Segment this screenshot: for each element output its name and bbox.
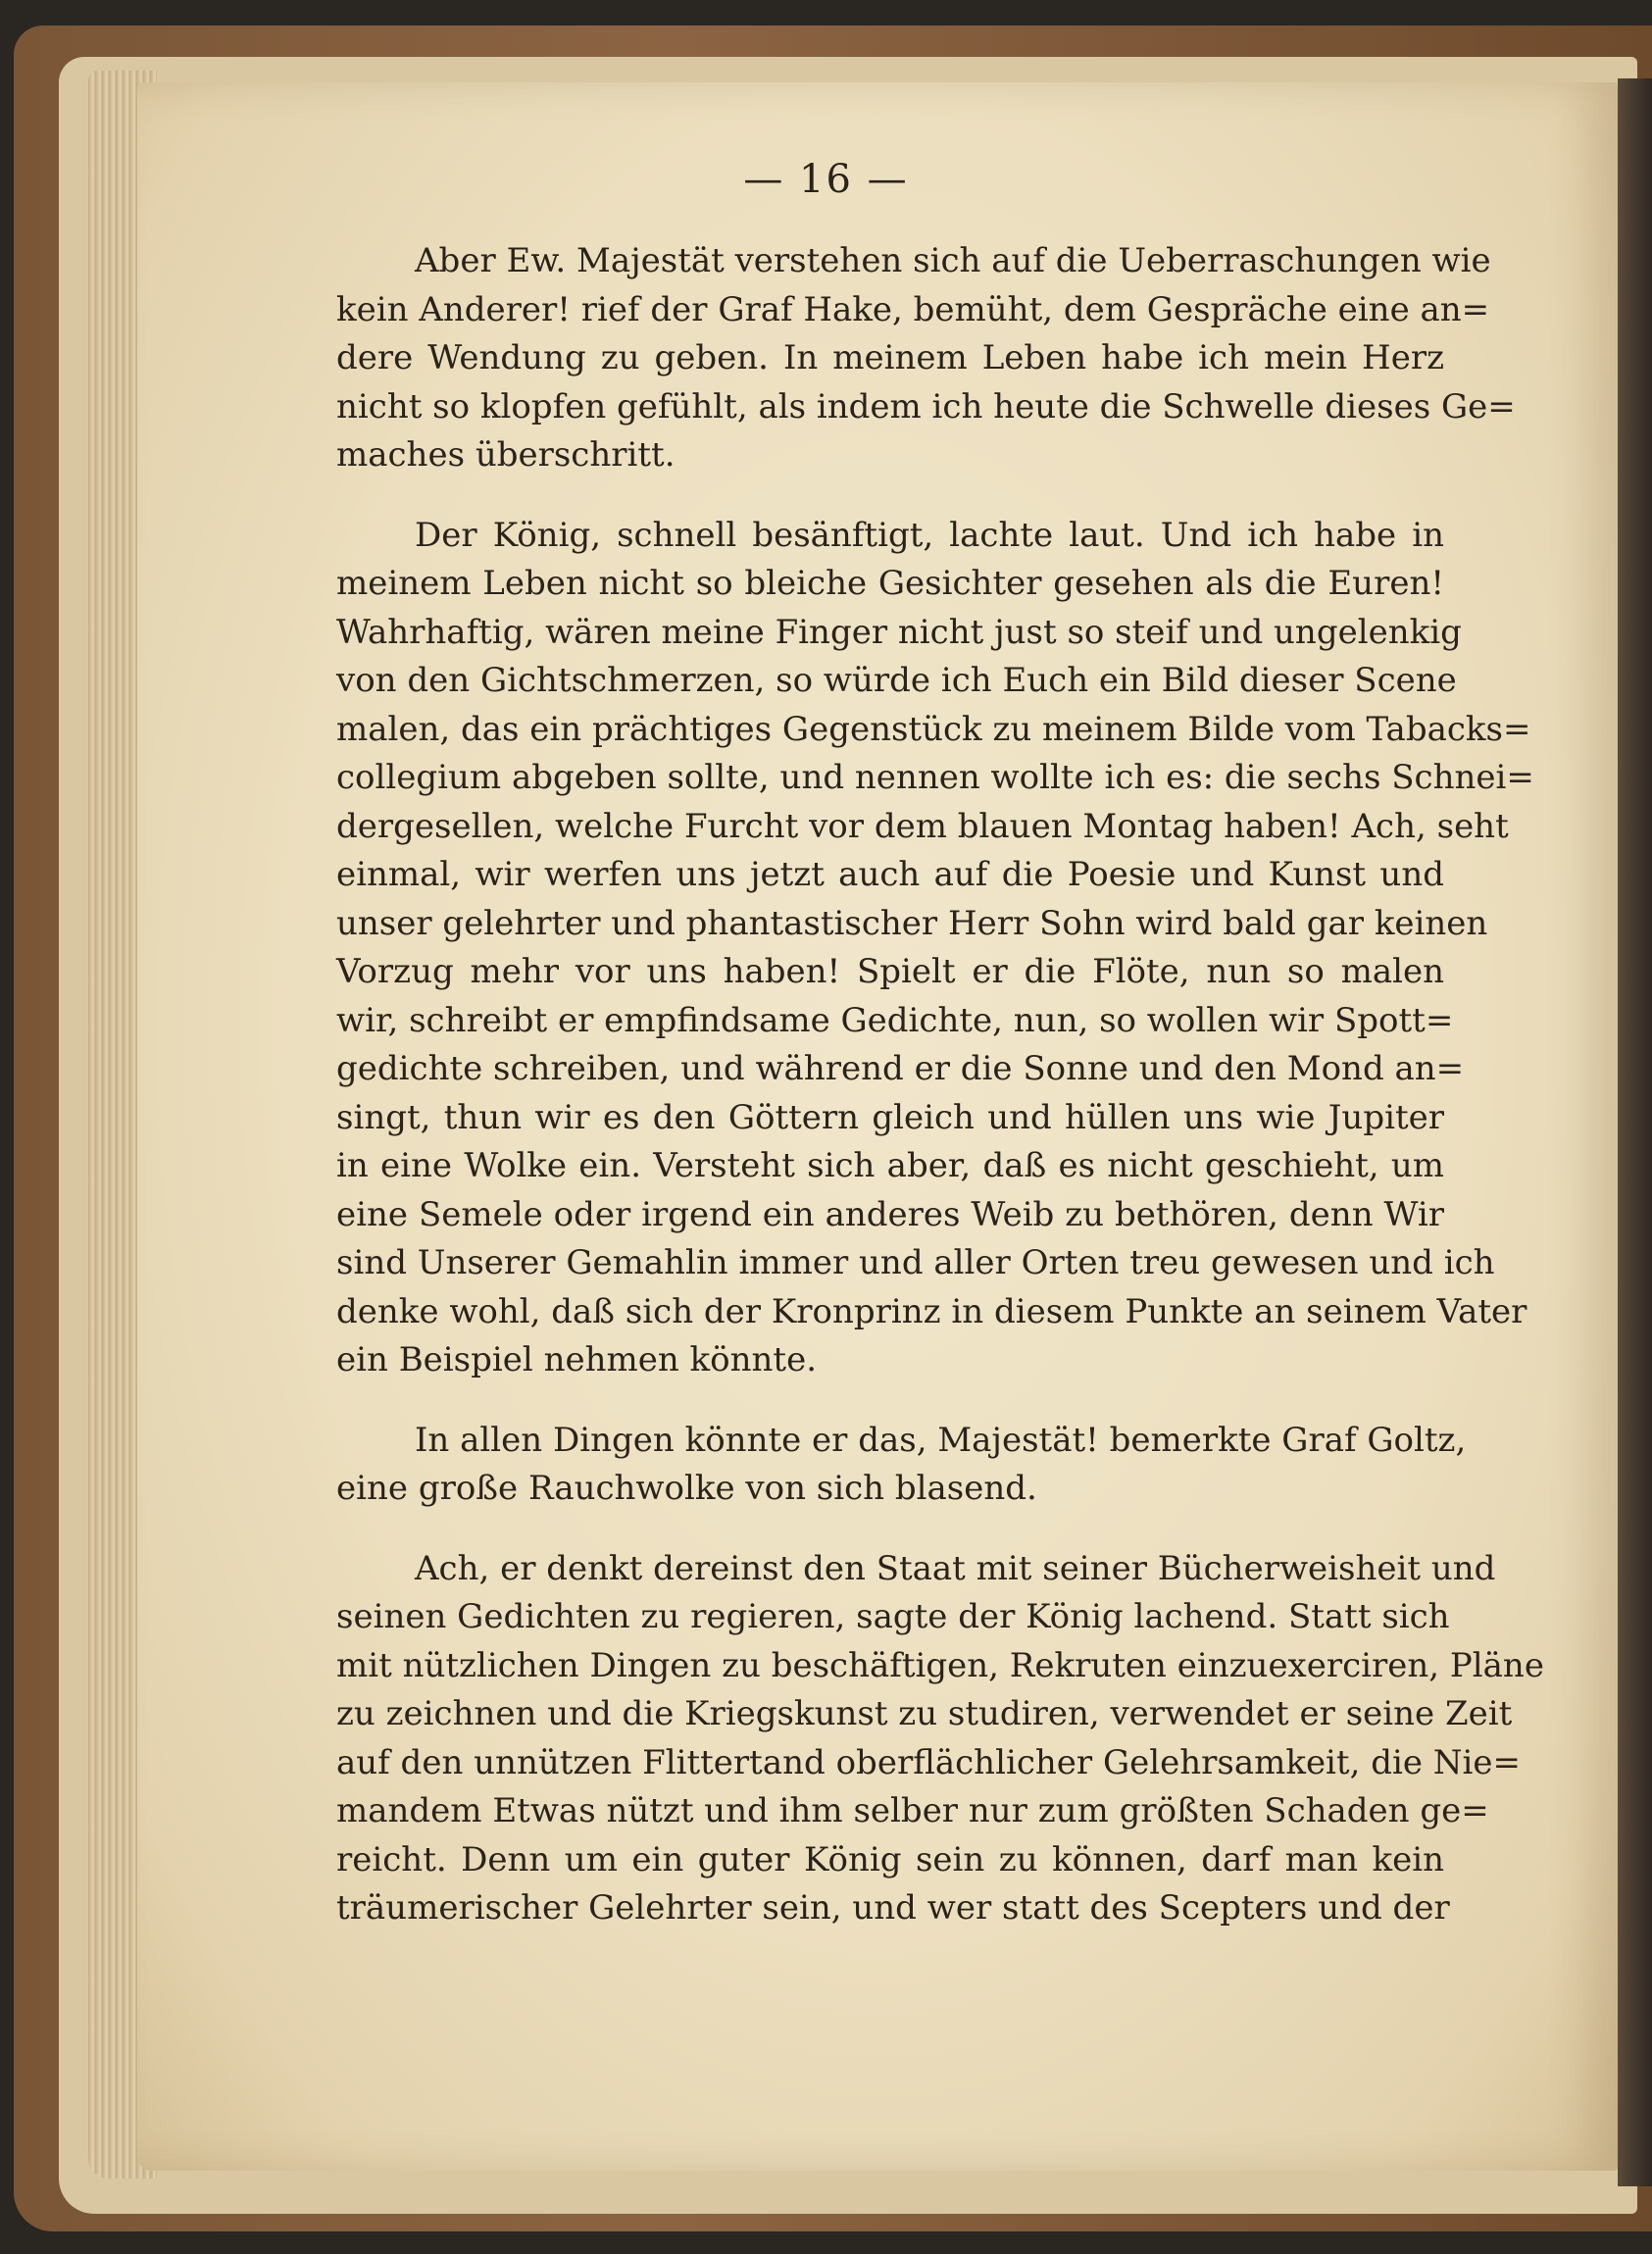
text-line: sind Unserer Gemahlin immer und aller Orten treu gewesen und ich xyxy=(336,1243,1495,1282)
text-line: seinen Gedichten zu regieren, sagte der König lachend. Statt sich xyxy=(336,1597,1450,1636)
text-line: meinem Leben nicht so bleiche Gesichter gesehen als die Euren! xyxy=(336,564,1444,603)
text-line: malen, das ein prächtiges Gegenstück zu meinem Bilde vom Tabacks= xyxy=(336,709,1531,749)
text-line: ein Beispiel nehmen könnte. xyxy=(336,1340,818,1379)
text-line: einmal, wir werfen uns jetzt auch auf die Poesie und Kunst und xyxy=(336,855,1444,894)
text-line: Ach, er denkt dereinst den Staat mit seiner Bücherweisheit und xyxy=(415,1548,1496,1588)
text-line: In allen Dingen könnte er das, Majestät! bemerkte Graf Goltz, xyxy=(415,1420,1467,1460)
text-line: mandem Etwas nützt und ihm selber nur zum größten Schaden ge= xyxy=(336,1791,1489,1830)
text-line: Der König, schnell besänftigt, lachte laut. Und ich habe in xyxy=(415,515,1444,555)
paragraph xyxy=(336,1417,1467,1514)
body-text xyxy=(336,237,1544,1965)
text-line: eine Semele oder irgend ein anderes Weib zu bethören, denn Wir xyxy=(336,1194,1444,1234)
text-line: gedichte schreiben, und während er die Sonne und den Mond an= xyxy=(336,1049,1465,1088)
paragraph xyxy=(336,237,1516,480)
text-line: maches überschritt. xyxy=(336,435,676,475)
paragraph xyxy=(336,512,1534,1385)
text-line: kein Anderer! rief der Graf Hake, bemüht, dem Gespräche eine an= xyxy=(336,289,1490,329)
text-line: mit nützlichen Dingen zu beschäftigen, Rekruten einzuexerciren, Pläne xyxy=(336,1645,1544,1685)
text-line: collegium abgeben sollte, und nennen wollte ich es: die sechs Schnei= xyxy=(336,758,1534,797)
page-number: — 16 — xyxy=(743,157,909,202)
text-line: singt, thun wir es den Göttern gleich und hüllen uns wie Jupiter xyxy=(336,1097,1444,1137)
text-line: träumerischer Gelehrter sein, und wer statt des Scepters und der xyxy=(336,1888,1450,1928)
text-line: denke wohl, daß sich der Kronprinz in diesem Punkte an seinem Vater xyxy=(336,1291,1527,1331)
text-line: eine große Rauchwolke von sich blasend. xyxy=(336,1469,1037,1508)
text-line: von den Gichtschmerzen, so würde ich Euch ein Bild dieser Scene xyxy=(336,661,1457,700)
text-line: wir, schreibt er empfindsame Gedichte, nun, so wollen wir Spott= xyxy=(336,1000,1454,1040)
text-line: reicht. Denn um ein guter König sein zu können, darf man kein xyxy=(336,1839,1444,1879)
paragraph xyxy=(336,1545,1544,1933)
binding-shadow xyxy=(1618,78,1652,2186)
text-line: zu zeichnen und die Kriegskunst zu studiren, verwendet er seine Zeit xyxy=(336,1694,1513,1733)
text-line: in eine Wolke ein. Versteht sich aber, daß es nicht geschieht, um xyxy=(336,1146,1444,1185)
text-line: Vorzug mehr vor uns haben! Spielt er die Flöte, nun so malen xyxy=(336,952,1444,991)
text-line: auf den unnützen Flittertand oberflächlicher Gelehrsamkeit, die Nie= xyxy=(336,1742,1522,1782)
text-line: Wahrhaftig, wären meine Finger nicht just so steif und ungelenkig xyxy=(336,612,1462,652)
text-line: unser gelehrter und phantastischer Herr Sohn wird bald gar keinen xyxy=(336,903,1488,943)
text-line: dergesellen, welche Furcht vor dem blauen Montag haben! Ach, seht xyxy=(336,806,1509,846)
text-line: dere Wendung zu geben. In meinem Leben habe ich mein Herz xyxy=(336,338,1444,377)
text-line: Aber Ew. Majestät verstehen sich auf die Ueberraschungen wie xyxy=(415,241,1491,280)
text-line: nicht so klopfen gefühlt, als indem ich heute die Schwelle dieses Ge= xyxy=(336,386,1516,426)
